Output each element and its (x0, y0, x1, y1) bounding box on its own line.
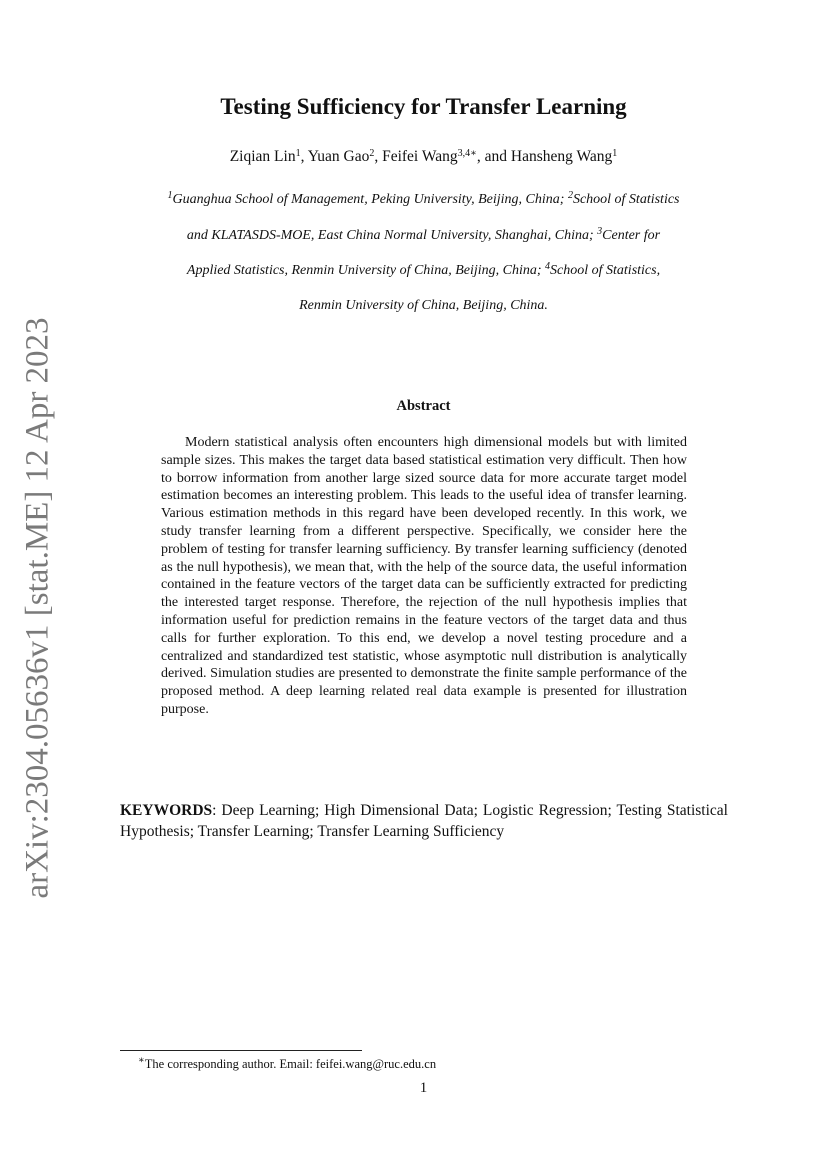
affiliation-line (115, 192, 732, 208)
affiliation-text: Renmin University of China, Beijing, China. (299, 298, 548, 313)
affiliation-text: School of Statistics (572, 192, 680, 207)
abstract-heading: Abstract (396, 398, 451, 414)
author-name: Yuan Gao (307, 148, 370, 165)
abstract-body: Modern statistical analysis often encounters high dimensional models but with limited sample sizes. This makes the target data based statistical estimation very difficult. Then how to borrow information from another large sized source data for more accurate target model estimation becomes an interesting problem. This leads to the useful idea of transfer learning. Various estimation methods in this regard have been developed recently. In this work, we study transfer learning from a different perspective. Specifically, we consider here the problem of testing for transfer learning sufficiency. By transfer learning sufficiency (denoted as the null hypothesis), we mean that, with the help of the source data, the useful information contained in the feature vectors of the target data can be sufficiently extracted for predicting the interested target response. Therefore, the rejection of the null hypothesis implies that information useful for prediction remains in the feature vectors of the target data and thus calls for further exploration. To this end, we develop a novel testing procedure and a centralized and standardized test statistic, whose asymptotic null distribution is analytically derived. Simulation studies are presented to demonstrate the finite sample performance of the proposed method. A deep learning related real data example is presented for illustration purpose. (161, 435, 687, 717)
author-affiliation-mark: 1 (295, 148, 301, 159)
affiliation-mark: 4 (545, 261, 551, 272)
footnote (138, 1057, 436, 1072)
author-affiliation-mark: 1 (612, 148, 618, 159)
footnote-mark: ∗ (138, 1055, 145, 1066)
affiliation-mark: 2 (567, 190, 573, 201)
author-name: Ziqian Lin (229, 148, 296, 165)
affiliation-text: Applied Statistics, Renmin University of China, Beijing, China; (186, 263, 546, 278)
author-list (0, 148, 827, 166)
author-separator: , and (476, 148, 511, 165)
author-separator: , (374, 148, 383, 165)
affiliation-text: School of Statistics, (550, 263, 661, 278)
author-affiliation-mark: 2 (369, 148, 375, 159)
footnote-rule (120, 1050, 362, 1051)
affiliation-text: and KLATASDS-MOE, East China Normal University, Shanghai, China; (186, 228, 598, 243)
affiliation-line (115, 228, 732, 244)
affiliation-text: Center for (602, 228, 661, 243)
footnote-text: The corresponding author. Email: feifei.wang@ruc.edu.cn (144, 1057, 437, 1071)
keywords-label: KEYWORDS (120, 802, 213, 819)
author-separator: , (300, 148, 308, 165)
affiliation-line (115, 298, 732, 314)
keywords-list: : Deep Learning; High Dimensional Data; Logistic Regression; Testing Statistical Hypothesis; Transfer Learning; Transfer Learning Sufficiency (120, 802, 728, 840)
author-name: Hansheng Wang (510, 148, 613, 165)
paper-title: Testing Sufficiency for Transfer Learning (220, 94, 627, 119)
affiliation-line (115, 263, 732, 279)
page-number: 1 (419, 1080, 428, 1096)
affiliation-mark: 3 (597, 226, 603, 237)
affiliation-mark: 1 (167, 190, 173, 201)
arxiv-identifier: arXiv:2304.05636v1 [stat.ME] 12 Apr 2023 (19, 317, 56, 899)
keywords-paragraph (120, 800, 728, 842)
author-affiliation-mark: 3,4∗ (457, 148, 477, 159)
author-name: Feifei Wang (382, 148, 458, 165)
affiliation-text: Guanghua School of Management, Peking University, Beijing, China; (172, 192, 568, 207)
